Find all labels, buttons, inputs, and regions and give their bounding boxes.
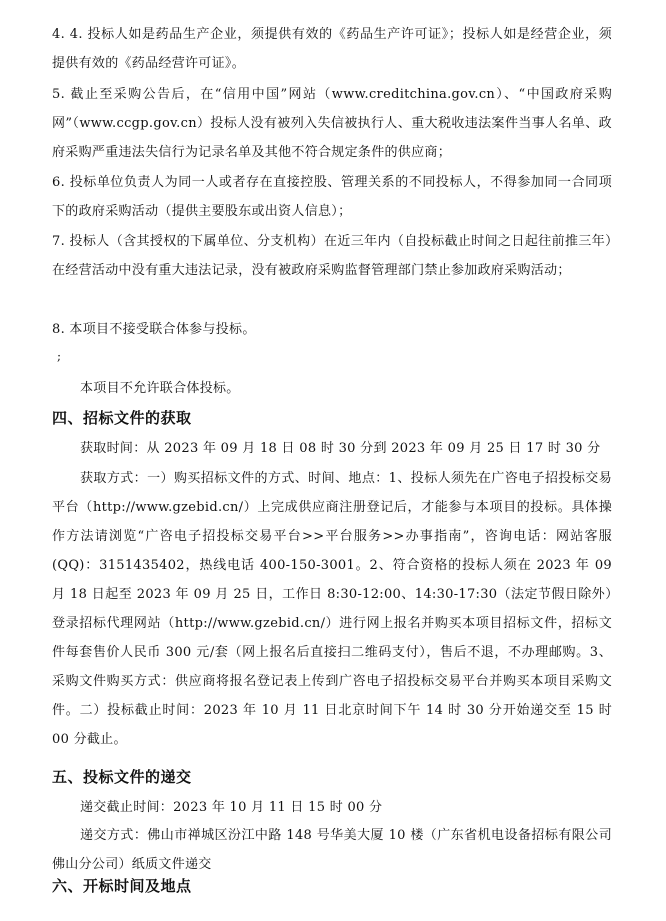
- submission-method: 递交方式：佛山市禅城区汾江中路 148 号华美大厦 10 楼（广东省机电设备招标有限公司佛山分公司）纸质文件递交: [52, 828, 612, 872]
- stray-semicolon: ;: [57, 349, 62, 363]
- submission-deadline: 递交截止时间：2023 年 10 月 11 日 15 时 00 分: [80, 800, 383, 815]
- section-6-heading: 六、开标时间及地点: [52, 877, 192, 895]
- consortium-note: 本项目不允许联合体投标。: [80, 381, 240, 396]
- requirement-item-7: 7. 投标人（含其授权的下属单位、分支机构）在近三年内（自投标截止时间之日起往前推三年）在经营活动中没有重大违法记录，没有被政府采购监督管理部门禁止参加政府采购活动；: [52, 234, 612, 278]
- acquisition-method: 获取方式：一）购买招标文件的方式、时间、地点：1、投标人须先在广咨电子招投标交易平台（http://www.gzebid.cn/）上完成供应商注册登记后，才能参与本项目的投标。具体操作方法请浏览“广咨电子招投标交易平台>>平台服务>>办事指南”，咨询电话：网站客服(QQ)：3151435402，热线电话 400-150-3001。2、符合资格的投标人须在 2023 年 09 月 18 日起至 2023 年 09 月 25 日，工作日 8:30-12:00、14:30-17:30（法定节假日除外）登录招标代理网站（http://www.gzebid.cn/）进行网上报名并购买本项目招标文件，招标文件每套售价人民币 300 元/套（网上报名后直接扫二维码支付），售后不退，不办理邮购。3、采购文件购买方式：供应商将报名登记表上传到广咨电子招投标交易平台并购买本项目采购文件。二）投标截止时间：2023 年 10 月 11 日北京时间下午 14 时 30 分开始递交至 15 时 00 分截止。: [52, 471, 612, 747]
- requirement-item-5: 5. 截止至采购公告后，在“信用中国”网站（www.creditchina.gov.cn）、“中国政府采购网”（www.ccgp.gov.cn）投标人没有被列入失信被执行人、重大税收违法案件当事人名单、政府采购严重违法失信行为记录名单及其他不符合规定条件的供应商；: [52, 87, 612, 160]
- requirement-item-6: 6. 投标单位负责人为同一人或者存在直接控股、管理关系的不同投标人，不得参加同一合同项下的政府采购活动（提供主要股东或出资人信息）；: [52, 175, 612, 219]
- requirement-item-8: 8. 本项目不接受联合体参与投标。: [52, 322, 256, 337]
- acquisition-time: 获取时间：从 2023 年 09 月 18 日 08 时 30 分到 2023 年 09 月 25 日 17 时 30 分: [80, 441, 601, 456]
- requirement-item-4: 4. 4. 投标人如是药品生产企业，须提供有效的《药品生产许可证》；投标人如是经营企业，须提供有效的《药品经营许可证》。: [52, 27, 612, 71]
- section-5-heading: 五、投标文件的递交: [52, 768, 192, 786]
- section-4-heading: 四、招标文件的获取: [52, 409, 192, 427]
